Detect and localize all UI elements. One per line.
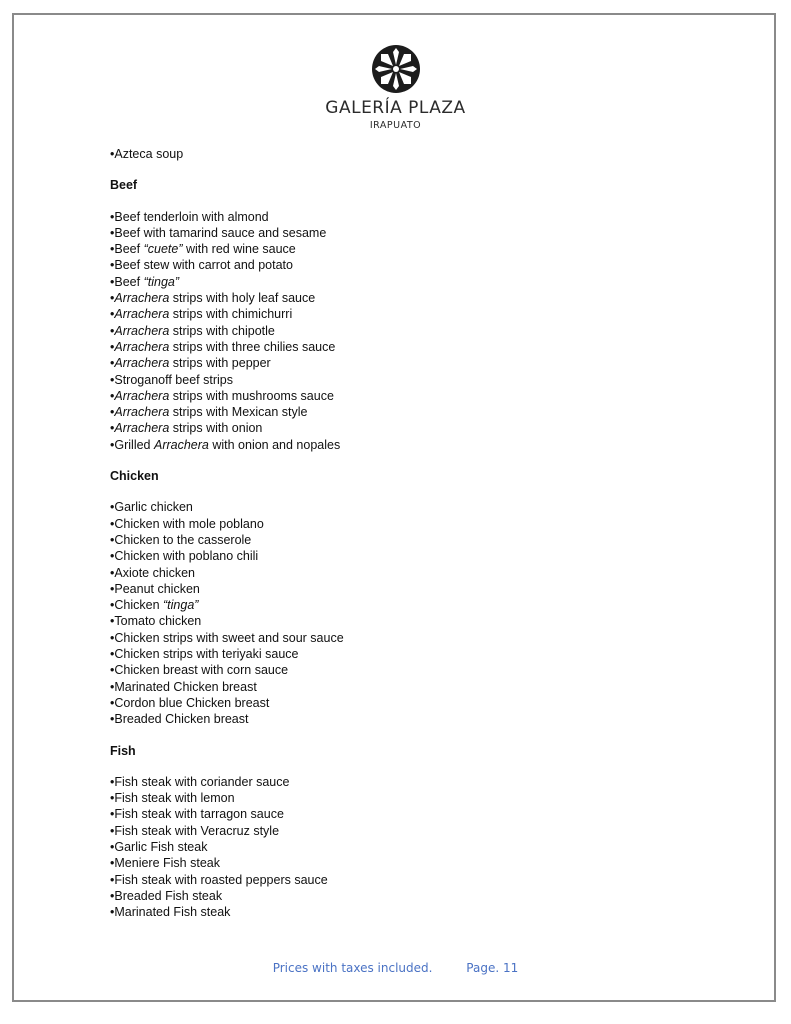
- menu-item: •Tomato chicken: [110, 614, 202, 629]
- menu-item: •Beef stew with carrot and potato: [110, 258, 293, 273]
- menu-item: •Arrachera strips with three chilies sauce: [110, 339, 336, 354]
- menu-item: •Arrachera strips with chipotle: [110, 323, 275, 338]
- menu-item: •Chicken strips with sweet and sour sauce: [110, 630, 344, 645]
- brand-logo: [0, 44, 791, 131]
- menu-item: •Grilled Arrachera with onion and nopales: [110, 437, 341, 452]
- menu-item: •Axiote chicken: [110, 565, 195, 580]
- section-title-chicken: Chicken: [110, 469, 159, 484]
- menu-item: •Arrachera strips with chimichurri: [110, 307, 293, 322]
- chicken-list: [110, 499, 670, 727]
- menu-item: •Marinated Chicken breast: [110, 679, 257, 694]
- menu-item: •Arrachera strips with mushrooms sauce: [110, 388, 334, 403]
- menu-item: •Beef “tinga”: [110, 274, 180, 289]
- menu-item: •Arrachera strips with pepper: [110, 356, 271, 371]
- section-title-beef: Beef: [110, 178, 138, 193]
- menu-item: •Arrachera strips with Mexican style: [110, 405, 308, 420]
- brand-name: GALERÍA PLAZA: [325, 98, 466, 118]
- menu-item: •Marinated Fish steak: [110, 905, 231, 920]
- brand-city: IRAPUATO: [369, 120, 422, 131]
- fish-list: [110, 774, 670, 921]
- menu-item: •Chicken with poblano chili: [110, 549, 259, 564]
- menu-item: •Fish steak with roasted peppers sauce: [110, 872, 328, 887]
- menu-item: •Beef “cuete” with red wine sauce: [110, 242, 296, 257]
- menu-item: •Garlic Fish steak: [110, 839, 208, 854]
- page-number: 11: [503, 961, 519, 975]
- footer-note: Prices with taxes included.: [272, 961, 433, 975]
- menu-item: •Chicken with mole poblano: [110, 516, 264, 531]
- menu-item: •Chicken strips with teriyaki sauce: [110, 647, 299, 662]
- menu-item: •Fish steak with tarragon sauce: [110, 807, 284, 822]
- section-title-fish: Fish: [110, 743, 136, 758]
- menu-item: •Stroganoff beef strips: [110, 372, 233, 387]
- menu-item: •Beef tenderloin with almond: [110, 209, 269, 224]
- menu-item: •Breaded Fish steak: [110, 888, 223, 903]
- menu-item: •Arrachera strips with onion: [110, 421, 263, 436]
- geometric-star-logo-icon: [371, 44, 421, 94]
- menu-item: •Cordon blue Chicken breast: [110, 695, 270, 710]
- menu-item: •Chicken “tinga”: [110, 598, 199, 613]
- menu-content: [110, 146, 670, 920]
- intro-item: •Azteca soup: [110, 147, 184, 161]
- beef-list: [110, 209, 670, 453]
- menu-item: •Chicken to the casserole: [110, 532, 252, 547]
- page-footer: [0, 961, 791, 975]
- menu-item: •Garlic chicken: [110, 500, 193, 515]
- menu-item: •Meniere Fish steak: [110, 856, 220, 871]
- menu-item: •Arrachera strips with holy leaf sauce: [110, 291, 316, 306]
- menu-item: •Fish steak with coriander sauce: [110, 774, 290, 789]
- menu-item: •Beef with tamarind sauce and sesame: [110, 225, 327, 240]
- page-label: Page.: [466, 961, 500, 975]
- menu-item: •Peanut chicken: [110, 581, 200, 596]
- menu-item: •Chicken breast with corn sauce: [110, 663, 289, 678]
- menu-item: •Fish steak with Veracruz style: [110, 823, 280, 838]
- menu-item: •Breaded Chicken breast: [110, 712, 249, 727]
- menu-item: •Fish steak with lemon: [110, 791, 235, 806]
